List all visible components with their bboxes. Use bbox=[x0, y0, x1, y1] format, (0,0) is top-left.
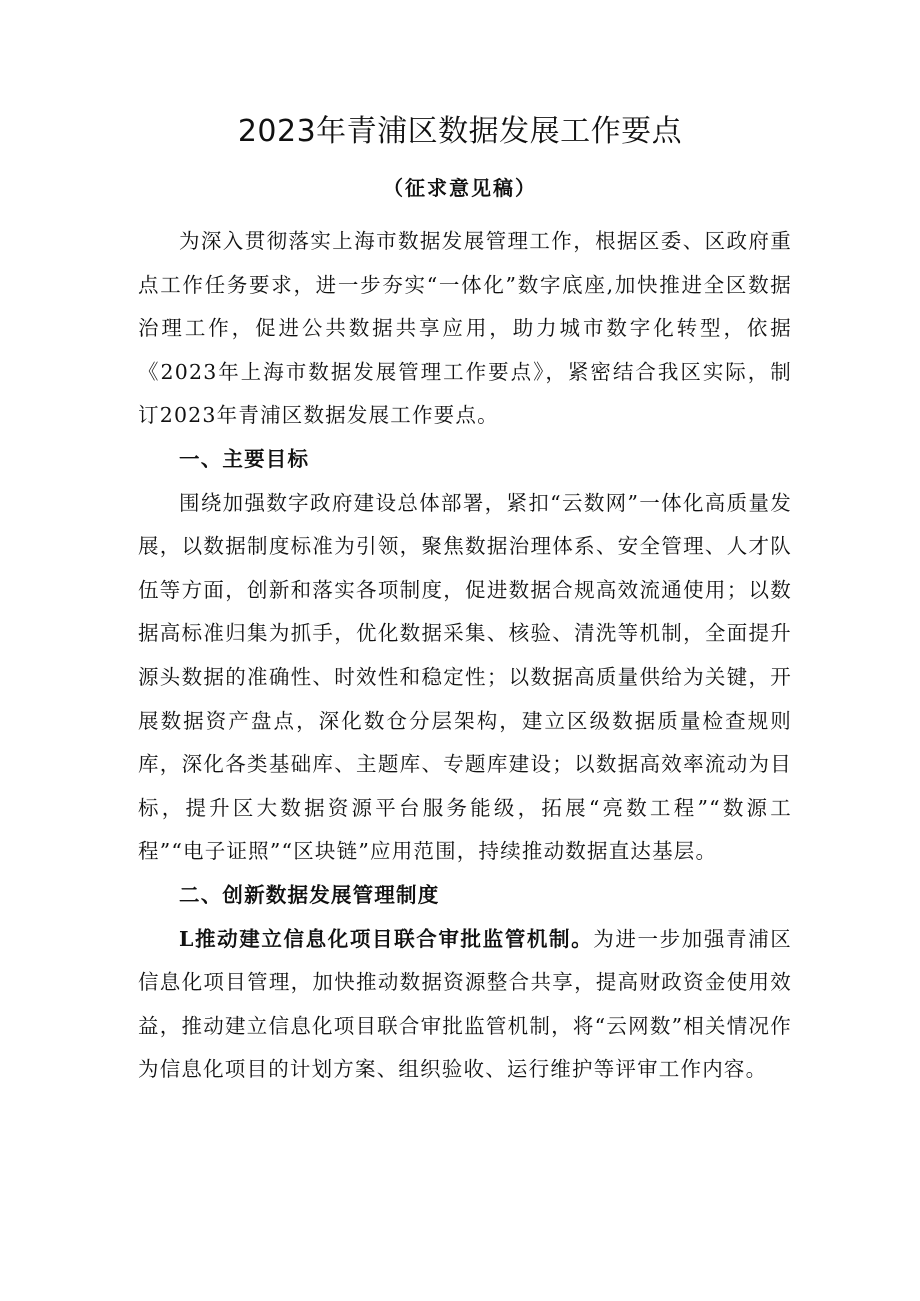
document-title: 2023年青浦区数据发展工作要点 bbox=[237, 114, 683, 149]
intro-paragraph: 为深入贯彻落实上海市数据发展管理工作，根据区委、区政府重点工作任务要求，进一步夯实“一体化”数字底座,加快推进全区数据治理工作，促进公共数据共享应用，助力城市数字化转型，依据《2023年上海市数据发展管理工作要点》，紧密结合我区实际，制订2023年青浦区数据发展工作要点。 bbox=[138, 229, 792, 428]
item-1-lead: L推动建立信息化项目联合审批监管机制。 bbox=[179, 926, 594, 951]
section-heading-goals: 一、主要目标 bbox=[179, 446, 310, 471]
section-heading-institution: 二、创新数据发展管理制度 bbox=[179, 882, 440, 907]
item-1-paragraph bbox=[138, 918, 792, 1092]
document-subtitle: （征求意见稿） bbox=[383, 176, 537, 200]
document-body bbox=[138, 220, 792, 1092]
goals-paragraph: 围绕加强数字政府建设总体部署，紧扣“云数网”一体化高质量发展，以数据制度标准为引领，聚焦数据治理体系、安全管理、人才队伍等方面，创新和落实各项制度，促进数据合规高效流通使用；以数据高标准归集为抓手，优化数据采集、核验、清洗等机制，全面提升源头数据的准确性、时效性和稳定性；以数据高质量供给为关键，开展数据资产盘点，深化数仓分层架构，建立区级数据质量检查规则库，深化各类基础库、主题库、专题库建设；以数据高效率流动为目标，提升区大数据资源平台服务能级，拓展“亮数工程”“数源工程”“电子证照”“区块链”应用范围，持续推动数据直达基层。 bbox=[138, 490, 792, 864]
item-1-text: 为进一步加强青浦区信息化项目管理，加快推动数据资源整合共享，提高财政资金使用效益，推动建立信息化项目联合审批监管机制，将“云网数”相关情况作为信息化项目的计划方案、组织验收、运行维护等评审工作内容。 bbox=[138, 926, 792, 1082]
